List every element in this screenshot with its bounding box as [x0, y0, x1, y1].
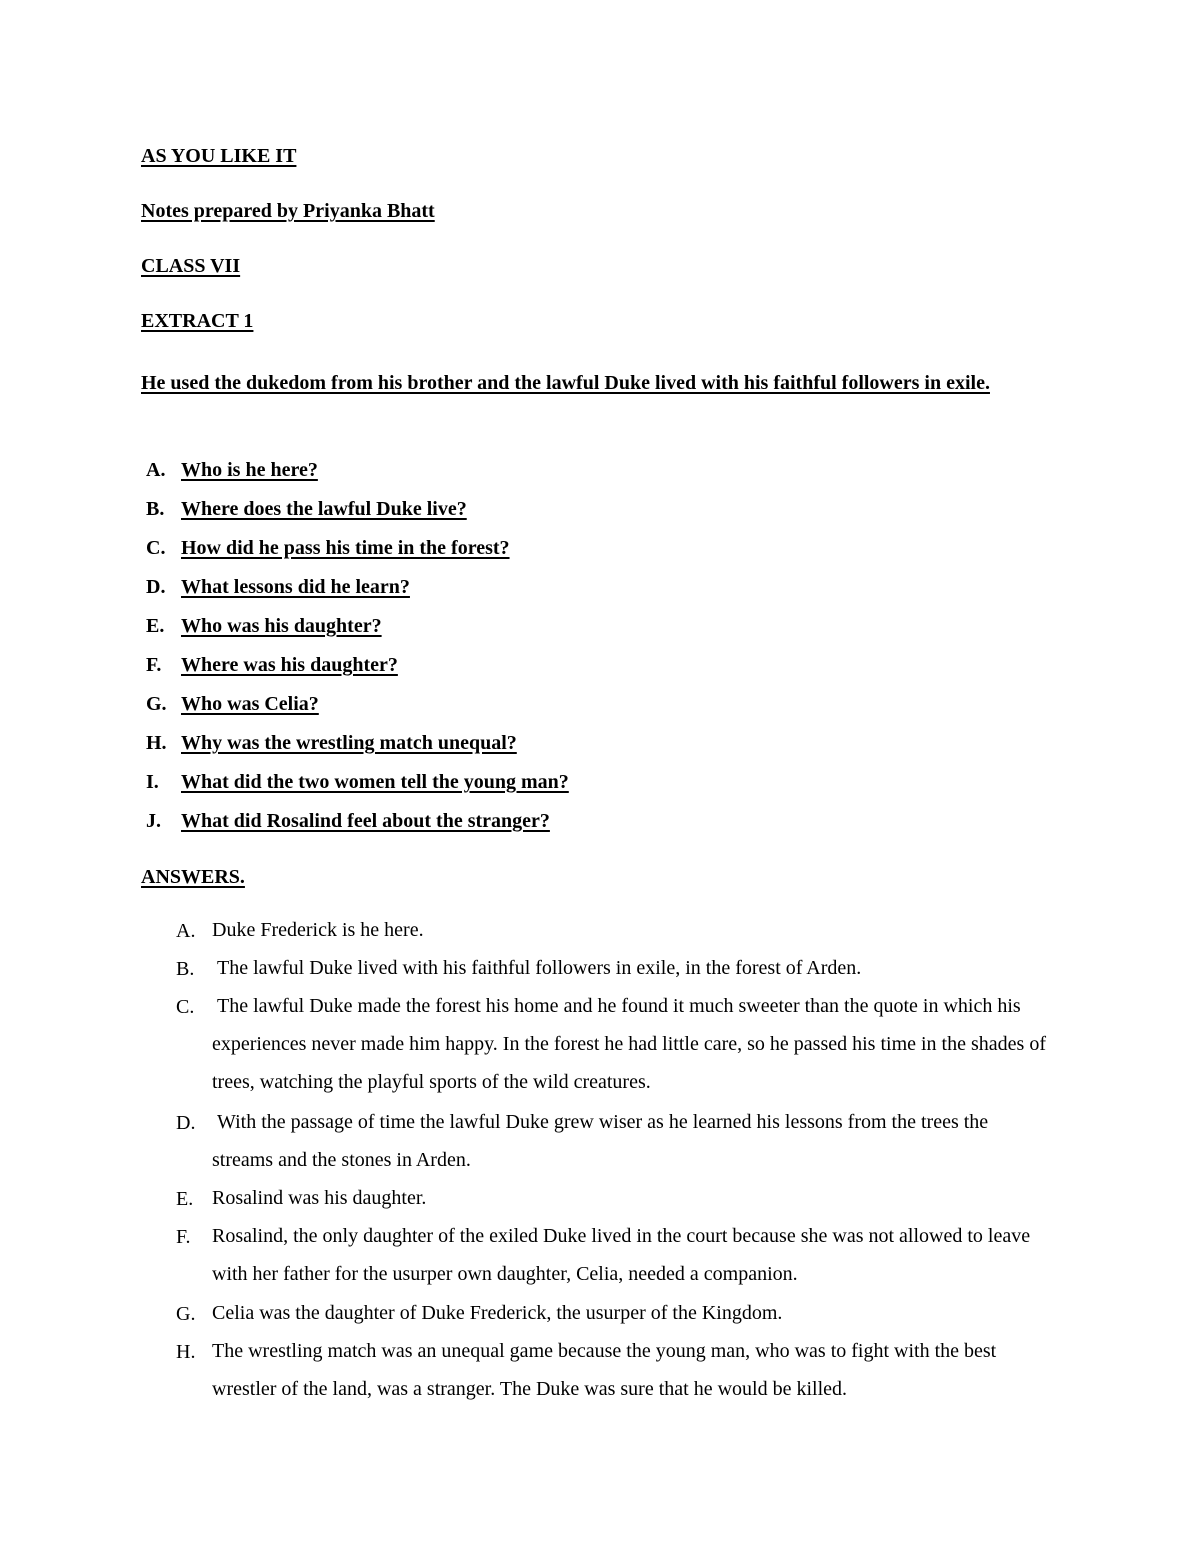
- class-line: CLASS VII: [141, 255, 241, 277]
- question-text: How did he pass his time in the forest?: [181, 537, 510, 559]
- answer-letter: A.: [176, 920, 196, 942]
- question-text: What lessons did he learn?: [181, 576, 410, 598]
- extract-text: [141, 364, 1061, 402]
- question-text: Who was Celia?: [181, 693, 319, 715]
- question-letter: I.: [146, 771, 159, 793]
- question-letter: E.: [146, 615, 165, 637]
- question-text: Where does the lawful Duke live?: [181, 498, 467, 520]
- answer-text: Rosalind was his daughter.: [212, 1187, 427, 1209]
- answer-text: With the passage of time the lawful Duke grew wiser as he learned his lessons from the trees the streams and the stones in Arden.: [212, 1111, 994, 1171]
- answer-text: Duke Frederick is he here.: [212, 919, 424, 941]
- answer-text: The lawful Duke made the forest his home and he found it much sweeter than the quote in which his experiences never made him happy. In the forest he had little care, so he passed his time in the shades of trees, watching the playful sports of the wild creatures.: [212, 995, 1051, 1093]
- question-text: Who is he here?: [181, 459, 318, 481]
- answer-text: Rosalind, the only daughter of the exiled Duke lived in the court because she was not allowed to leave with her father for the usurper own daughter, Celia, needed a companion.: [212, 1225, 1031, 1285]
- author-line: Notes prepared by Priyanka Bhatt: [141, 200, 435, 222]
- question-text: Where was his daughter?: [181, 654, 398, 676]
- question-letter: B.: [146, 498, 165, 520]
- question-letter: J.: [146, 810, 161, 832]
- question-letter: F.: [146, 654, 162, 676]
- question-letter: H.: [146, 732, 167, 754]
- answers-heading: ANSWERS.: [141, 866, 245, 888]
- answer-letter: F.: [176, 1226, 191, 1248]
- extract-heading: EXTRACT 1: [141, 310, 254, 332]
- question-letter: G.: [146, 693, 167, 715]
- question-letter: A.: [146, 459, 166, 481]
- answer-text: The lawful Duke lived with his faithful followers in exile, in the forest of Arden.: [212, 957, 862, 979]
- question-letter: C.: [146, 537, 166, 559]
- document-title: AS YOU LIKE IT: [141, 145, 297, 167]
- answer-text: The wrestling match was an unequal game because the young man, who was to fight with the best wrestler of the land, was a stranger. The Duke was sure that he would be killed.: [212, 1340, 997, 1400]
- extract-text-content: He used the dukedom from his brother and the lawful Duke lived with his faithful followers in exile.: [141, 372, 990, 394]
- answer-letter: C.: [176, 996, 195, 1018]
- answer-letter: G.: [176, 1303, 196, 1325]
- question-text: Who was his daughter?: [181, 615, 382, 637]
- answer-letter: E.: [176, 1188, 194, 1210]
- question-text: Why was the wrestling match unequal?: [181, 732, 517, 754]
- question-text: What did the two women tell the young man?: [181, 771, 569, 793]
- question-text: What did Rosalind feel about the stranger?: [181, 810, 550, 832]
- answer-text: Celia was the daughter of Duke Frederick, the usurper of the Kingdom.: [212, 1302, 783, 1324]
- answer-letter: H.: [176, 1341, 196, 1363]
- question-letter: D.: [146, 576, 166, 598]
- answer-letter: B.: [176, 958, 195, 980]
- answer-letter: D.: [176, 1112, 196, 1134]
